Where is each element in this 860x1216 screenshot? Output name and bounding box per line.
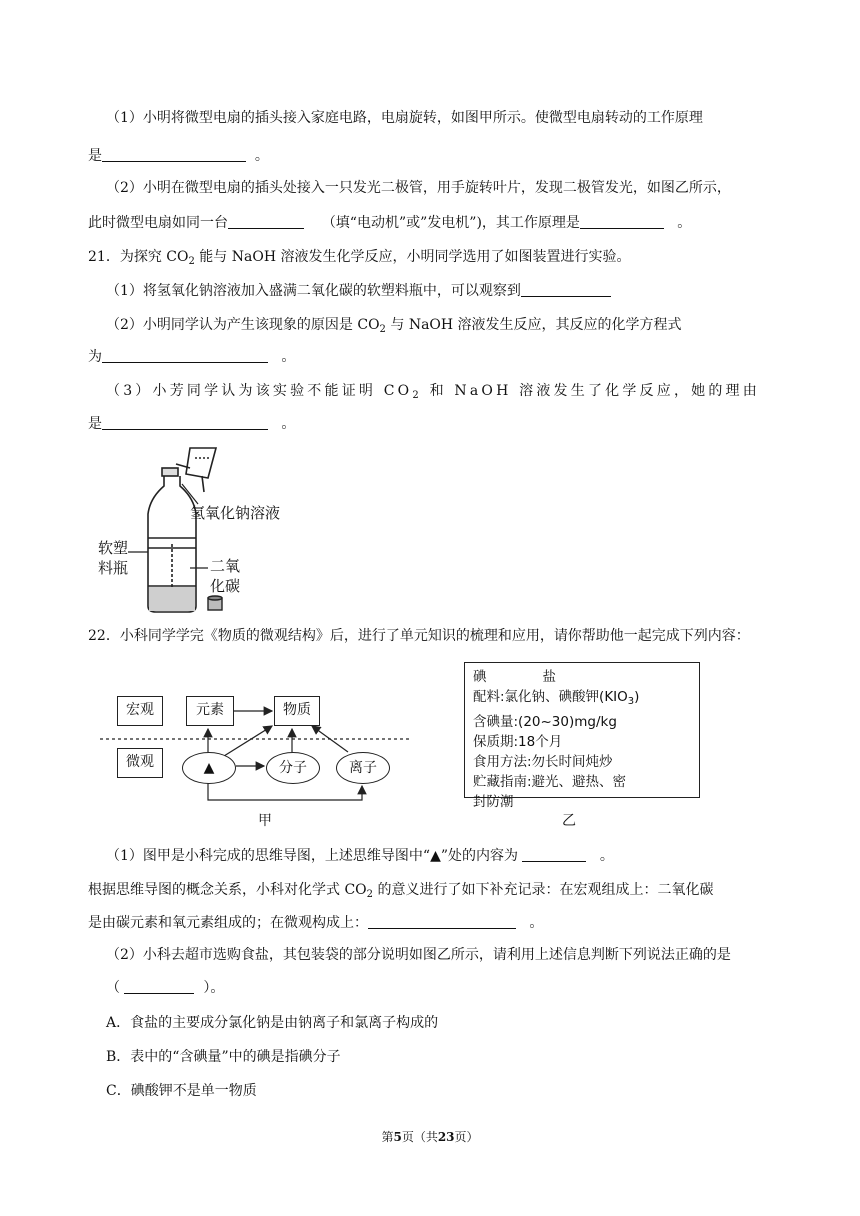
q22-part1-line2: 根据思维导图的概念关系，小科对化学式 $CO_2$ 的意义进行了如下补充记录：在宏观组成上：二氧化碳 [88, 882, 714, 900]
page-footer: 第5页（共23页） [381, 1130, 479, 1144]
ion-node: 离子 [336, 752, 390, 784]
option-a: A．食盐的主要成分氯化钠是由钠离子和氯离子构成的 [106, 1015, 439, 1031]
bottle-figure [98, 446, 288, 614]
bottle-label: 软塑 料瓶 [98, 539, 129, 577]
q20-part1-line1: （1）小明将微型电扇的插头接入家庭电路，电扇旋转，如图甲所示。使微型电扇转动的工作原理 [106, 110, 703, 126]
caption-yi: 乙 [562, 813, 576, 829]
triangle-node: ▲ [182, 752, 236, 784]
answer-blank[interactable] [102, 415, 268, 430]
q22-part2-line2: （ ）。 [106, 980, 225, 996]
co2-label: 二氧 化碳 [210, 557, 241, 595]
naoh-label: 氢氧化钠溶液 [190, 504, 281, 522]
q21-part2-line1: （2）小明同学认为产生该现象的原因是 $CO_2$ 与 NaOH 溶液发生反应，其反应的化学方程式 [106, 317, 682, 335]
caption-jia: 甲 [258, 813, 272, 829]
answer-blank[interactable] [124, 979, 194, 994]
q20-part2-line1: （2）小明在微型电扇的插头处接入一只发光二极管，用手旋转叶片，发现二极管发光，如图乙所示， [106, 180, 731, 196]
beaker-icon [176, 448, 216, 492]
answer-blank[interactable] [368, 914, 516, 929]
answer-blank[interactable] [522, 847, 586, 862]
answer-blank[interactable] [102, 348, 268, 363]
salt-label-iodine: 含碘量:(20~30)mg/kg [473, 714, 617, 730]
bottle-illustration [98, 446, 288, 614]
salt-label [464, 662, 700, 810]
answer-blank[interactable] [580, 214, 664, 229]
q22-stem: 22．小科同学学完《物质的微观结构》后，进行了单元知识的梳理和应用，请你帮助他一起完成下列内容： [88, 628, 750, 644]
salt-label-title: 碘 盐 [473, 669, 556, 685]
q22-part2-line1: （2）小科去超市选购食盐，其包装袋的部分说明如图乙所示，请利用上述信息判断下列说法正确的是 [106, 947, 731, 963]
q21-part3-line2: 是 。 [88, 416, 296, 432]
salt-label-storage: 贮藏指南:避光、避热、密 [473, 774, 627, 790]
molecule-node: 分子 [266, 752, 320, 784]
answer-blank[interactable] [228, 214, 304, 229]
q22-part1-line1: （1）图甲是小科完成的思维导图，上述思维导图中“▲”处的内容为 。 [106, 848, 614, 864]
q21-part2-line2: 为 。 [88, 349, 296, 365]
option-c: C．碘酸钾不是单一物质 [106, 1083, 257, 1099]
micro-box: 微观 [117, 748, 163, 778]
liquid-fill [149, 587, 195, 611]
leader-line [182, 484, 198, 504]
element-box: 元素 [186, 696, 234, 726]
option-b: B．表中的“含碘量”中的碘是指碘分子 [106, 1049, 341, 1065]
salt-label-ingredients: 配料:氯化钠、碘酸钾$(KIO_3)$ [473, 689, 640, 707]
salt-label-storage-2: 封防潮 [473, 794, 514, 810]
arrow [224, 726, 272, 756]
co2-can-icon [208, 596, 222, 610]
answer-blank[interactable] [102, 147, 246, 162]
macro-box: 宏观 [117, 696, 163, 726]
q20-part2-line2: 此时微型电扇如同一台 （填“电动机”或”发电机”)，其工作原理是 。 [88, 215, 692, 231]
answer-blank[interactable] [521, 282, 611, 297]
salt-label-shelf: 保质期:18个月 [473, 734, 563, 750]
q20-part1-line2: 是 。 [88, 148, 269, 164]
substance-box: 物质 [274, 696, 320, 726]
q21-stem: 21．为探究 $CO_2$ 能与 NaOH 溶液发生化学反应，小明同学选用了如图装置进行实验。 [88, 249, 631, 267]
salt-label-usage: 食用方法:勿长时间炖炒 [473, 754, 613, 770]
q22-part1-line3: 是由碳元素和氧元素组成的；在微观构成上： 。 [88, 915, 544, 931]
q21-part1: （1）将氢氧化钠溶液加入盛满二氧化碳的软塑料瓶中，可以观察到 [106, 281, 611, 301]
concept-map [100, 676, 430, 829]
q21-part3-line1: （3）小芳同学认为该实验不能证明 $CO_2$ 和 NaOH 溶液发生了化学反应，她的理由 [106, 383, 760, 401]
